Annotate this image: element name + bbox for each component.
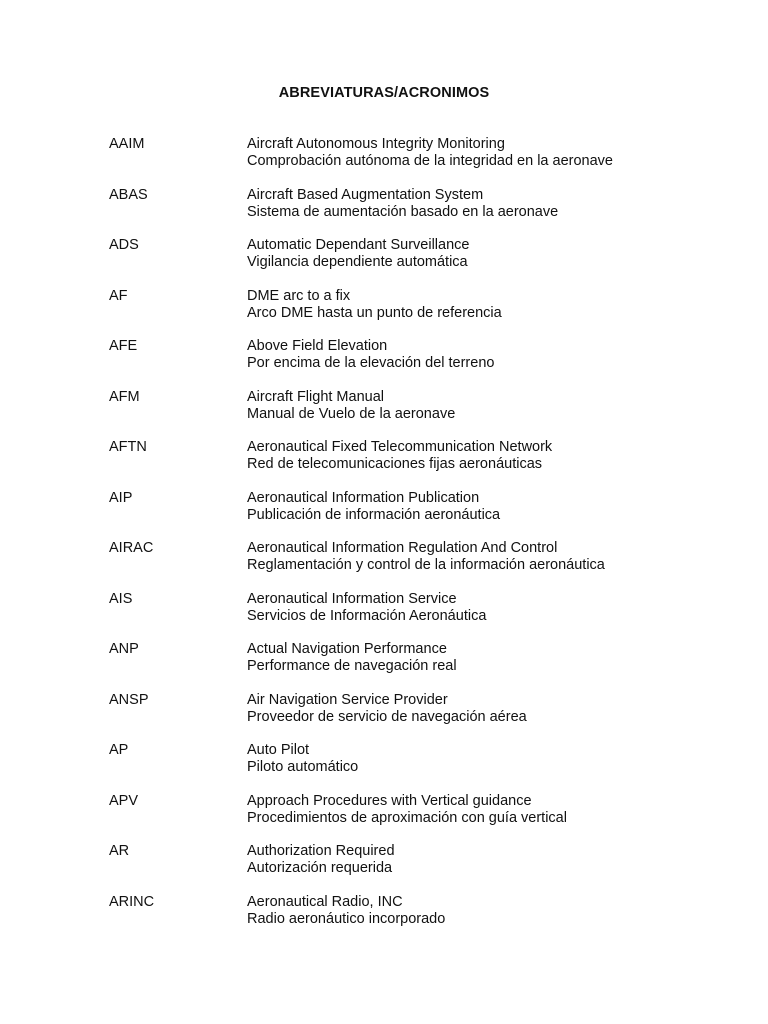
definition-spanish: Vigilancia dependiente automática bbox=[247, 254, 468, 270]
definition-spanish: Piloto automático bbox=[247, 759, 359, 775]
definition-english: Aeronautical Fixed Telecommunication Network bbox=[247, 439, 553, 455]
acronym-abbreviation: AFE bbox=[109, 338, 138, 354]
definition-english: Air Navigation Service Provider bbox=[247, 691, 448, 708]
definition-spanish: Reglamentación y control de la información aeronáutica bbox=[247, 557, 605, 573]
acronym-definition bbox=[247, 540, 747, 574]
definition-english: Above Field Elevation bbox=[247, 338, 388, 354]
acronym-entry bbox=[0, 591, 768, 642]
acronym-entry bbox=[0, 389, 768, 440]
definition-spanish: Por encima de la elevación del terreno bbox=[247, 355, 495, 371]
acronym-entry bbox=[0, 692, 768, 743]
definition-spanish: Arco DME hasta un punto de referencia bbox=[247, 304, 502, 321]
definition-spanish: Comprobación autónoma de la integridad en la aeronave bbox=[247, 153, 613, 169]
definition-english: DME arc to a fix bbox=[247, 287, 351, 304]
acronym-entry bbox=[0, 439, 768, 490]
acronym-definition bbox=[247, 439, 747, 473]
acronym-abbreviation: ADS bbox=[109, 237, 139, 253]
acronym-entry bbox=[0, 894, 768, 945]
acronym-abbreviation: AIRAC bbox=[109, 540, 154, 556]
definition-spanish: Procedimientos de aproximación con guía vertical bbox=[247, 809, 567, 826]
acronym-definition bbox=[247, 742, 747, 776]
acronym-entry bbox=[0, 793, 768, 844]
acronym-abbreviation: AFM bbox=[109, 388, 140, 405]
acronym-definition bbox=[247, 338, 747, 372]
acronym-definition bbox=[247, 843, 747, 877]
definition-english: Aeronautical Information Service bbox=[247, 590, 457, 607]
definition-english: Aircraft Flight Manual bbox=[247, 388, 384, 405]
acronym-definition bbox=[247, 187, 747, 221]
definition-english: Aeronautical Information Publication bbox=[247, 489, 480, 506]
acronym-entry bbox=[0, 742, 768, 793]
acronym-abbreviation: AR bbox=[109, 843, 130, 859]
definition-spanish: Performance de navegación real bbox=[247, 658, 457, 674]
definition-english: Aircraft Autonomous Integrity Monitoring bbox=[247, 136, 505, 152]
acronym-definition bbox=[247, 641, 747, 675]
acronym-list bbox=[0, 136, 768, 944]
acronym-definition bbox=[247, 490, 747, 524]
acronym-entry bbox=[0, 540, 768, 591]
acronym-definition bbox=[247, 136, 747, 170]
acronym-entry bbox=[0, 490, 768, 541]
acronym-definition bbox=[247, 237, 747, 271]
definition-spanish: Red de telecomunicaciones fijas aeronáuticas bbox=[247, 456, 543, 472]
acronym-entry bbox=[0, 136, 768, 187]
definition-spanish: Proveedor de servicio de navegación aérea bbox=[247, 708, 527, 725]
definition-english: Aeronautical Information Regulation And Control bbox=[247, 540, 558, 556]
definition-spanish: Sistema de aumentación basado en la aeronave bbox=[247, 203, 559, 220]
acronym-definition bbox=[247, 793, 747, 827]
acronym-definition bbox=[247, 894, 747, 928]
definition-english: Actual Navigation Performance bbox=[247, 641, 447, 657]
acronym-abbreviation: AIS bbox=[109, 590, 133, 607]
definition-english: Auto Pilot bbox=[247, 742, 310, 758]
acronym-abbreviation: AF bbox=[109, 287, 128, 304]
acronym-entry bbox=[0, 843, 768, 894]
acronym-abbreviation: ARINC bbox=[109, 893, 155, 910]
acronym-entry bbox=[0, 288, 768, 339]
acronym-abbreviation: APV bbox=[109, 792, 139, 809]
definition-english: Aircraft Based Augmentation System bbox=[247, 186, 484, 203]
definition-spanish: Servicios de Información Aeronáutica bbox=[247, 607, 487, 624]
acronym-definition bbox=[247, 288, 747, 322]
acronym-definition bbox=[247, 591, 747, 625]
acronym-entry bbox=[0, 641, 768, 692]
definition-english: Approach Procedures with Vertical guidance bbox=[247, 792, 532, 809]
acronym-entry bbox=[0, 237, 768, 288]
acronym-abbreviation: ANSP bbox=[109, 691, 149, 708]
acronym-entry bbox=[0, 187, 768, 238]
acronym-entry bbox=[0, 338, 768, 389]
acronym-abbreviation: AAIM bbox=[109, 136, 145, 152]
acronym-abbreviation: AP bbox=[109, 742, 129, 758]
acronym-abbreviation: AFTN bbox=[109, 439, 147, 455]
page-title: ABREVIATURAS/ACRONIMOS bbox=[278, 85, 490, 101]
acronym-definition bbox=[247, 389, 747, 423]
definition-spanish: Manual de Vuelo de la aeronave bbox=[247, 405, 456, 422]
acronym-abbreviation: ANP bbox=[109, 641, 139, 657]
acronym-abbreviation: AIP bbox=[109, 489, 133, 506]
acronym-definition bbox=[247, 692, 747, 726]
definition-english: Automatic Dependant Surveillance bbox=[247, 237, 470, 253]
definition-spanish: Publicación de información aeronáutica bbox=[247, 506, 501, 523]
acronym-abbreviation: ABAS bbox=[109, 186, 148, 203]
definition-spanish: Autorización requerida bbox=[247, 860, 393, 876]
definition-english: Authorization Required bbox=[247, 843, 395, 859]
definition-spanish: Radio aeronáutico incorporado bbox=[247, 910, 446, 927]
definition-english: Aeronautical Radio, INC bbox=[247, 893, 403, 910]
